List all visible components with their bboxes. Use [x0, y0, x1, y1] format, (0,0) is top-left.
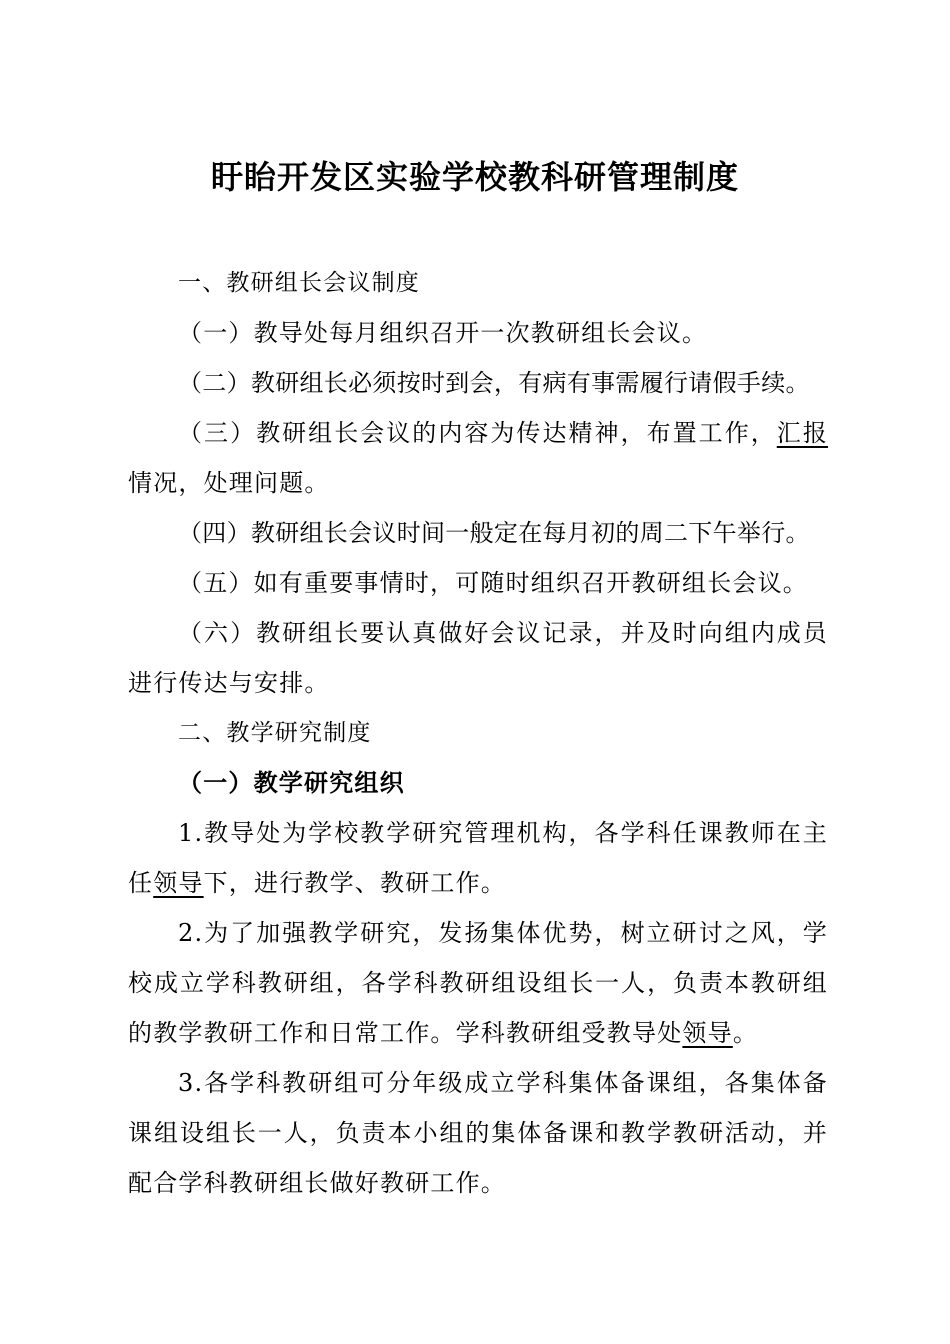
item-text: 教研组长会议时间一般定在每月初的周二下午举行。	[250, 519, 810, 547]
item-text: 教导处每月组织召开一次教研组长会议。	[253, 319, 708, 347]
subsection-heading: （一）教学研究组织	[178, 768, 405, 797]
item-text: 情况，处理问题。	[128, 469, 330, 497]
item-text: 如有重要事情时，可随时组织召开教研组长会议。	[253, 569, 809, 597]
item-text: 下，进行教学、教研工作。	[203, 869, 507, 897]
underlined-term: 领导	[153, 869, 204, 897]
paragraph-1-5	[128, 558, 828, 608]
paragraph-2-2	[128, 908, 828, 1058]
item-text: 各学科教研组可分年级成立学科集体备课组，各集体备课组设组长一人，负责本小组的集体备课和教学教研活动，并配合学科教研组长做好教研工作。	[128, 1069, 828, 1197]
document-body	[128, 258, 828, 1208]
document-title: 盱眙开发区实验学校教科研管理制度	[210, 158, 739, 196]
paragraph-1-2	[128, 358, 828, 408]
paragraph-1-3	[128, 408, 828, 508]
item-prefix: （六）	[178, 619, 257, 647]
item-prefix: （三）	[178, 419, 257, 447]
item-text: 为了加强教学研究，发扬集体优势，树立研讨之风，学校成立学科教研组，各学科教研组设组长一人，负责本教研组的教学教研工作和日常工作。学科教研组受教导处	[128, 919, 828, 1047]
section-heading-2: 二、教学研究制度	[178, 720, 372, 746]
item-prefix: （一）	[178, 319, 254, 347]
item-prefix: 1.	[178, 819, 204, 847]
paragraph-1-1	[128, 308, 828, 358]
item-prefix: 2.	[178, 919, 204, 947]
underlined-term: 汇报	[776, 419, 828, 447]
item-text: 。	[732, 1019, 759, 1047]
paragraph-2-3	[128, 1058, 828, 1208]
section-heading-1: 一、教研组长会议制度	[178, 270, 420, 296]
underlined-term: 领导	[682, 1019, 733, 1047]
paragraph-1-4	[128, 508, 828, 558]
item-text: 教研组长要认真做好会议记录，并及时向组内成员进行传达与安排。	[128, 619, 828, 697]
item-text: 教研组长必须按时到会，有病有事需履行请假手续。	[250, 369, 810, 397]
paragraph-2-1	[128, 808, 828, 908]
paragraph-1-6	[128, 608, 828, 708]
item-prefix: 3.	[178, 1069, 204, 1097]
item-prefix: （四）	[178, 519, 251, 547]
item-prefix: （五）	[178, 569, 254, 597]
item-text: 教研组长会议的内容为传达精神，布置工作，	[256, 419, 777, 447]
item-text: 教导处为学校教学研究管理机构，各学科任课教师在主任	[128, 819, 828, 897]
item-prefix: （二）	[178, 369, 251, 397]
